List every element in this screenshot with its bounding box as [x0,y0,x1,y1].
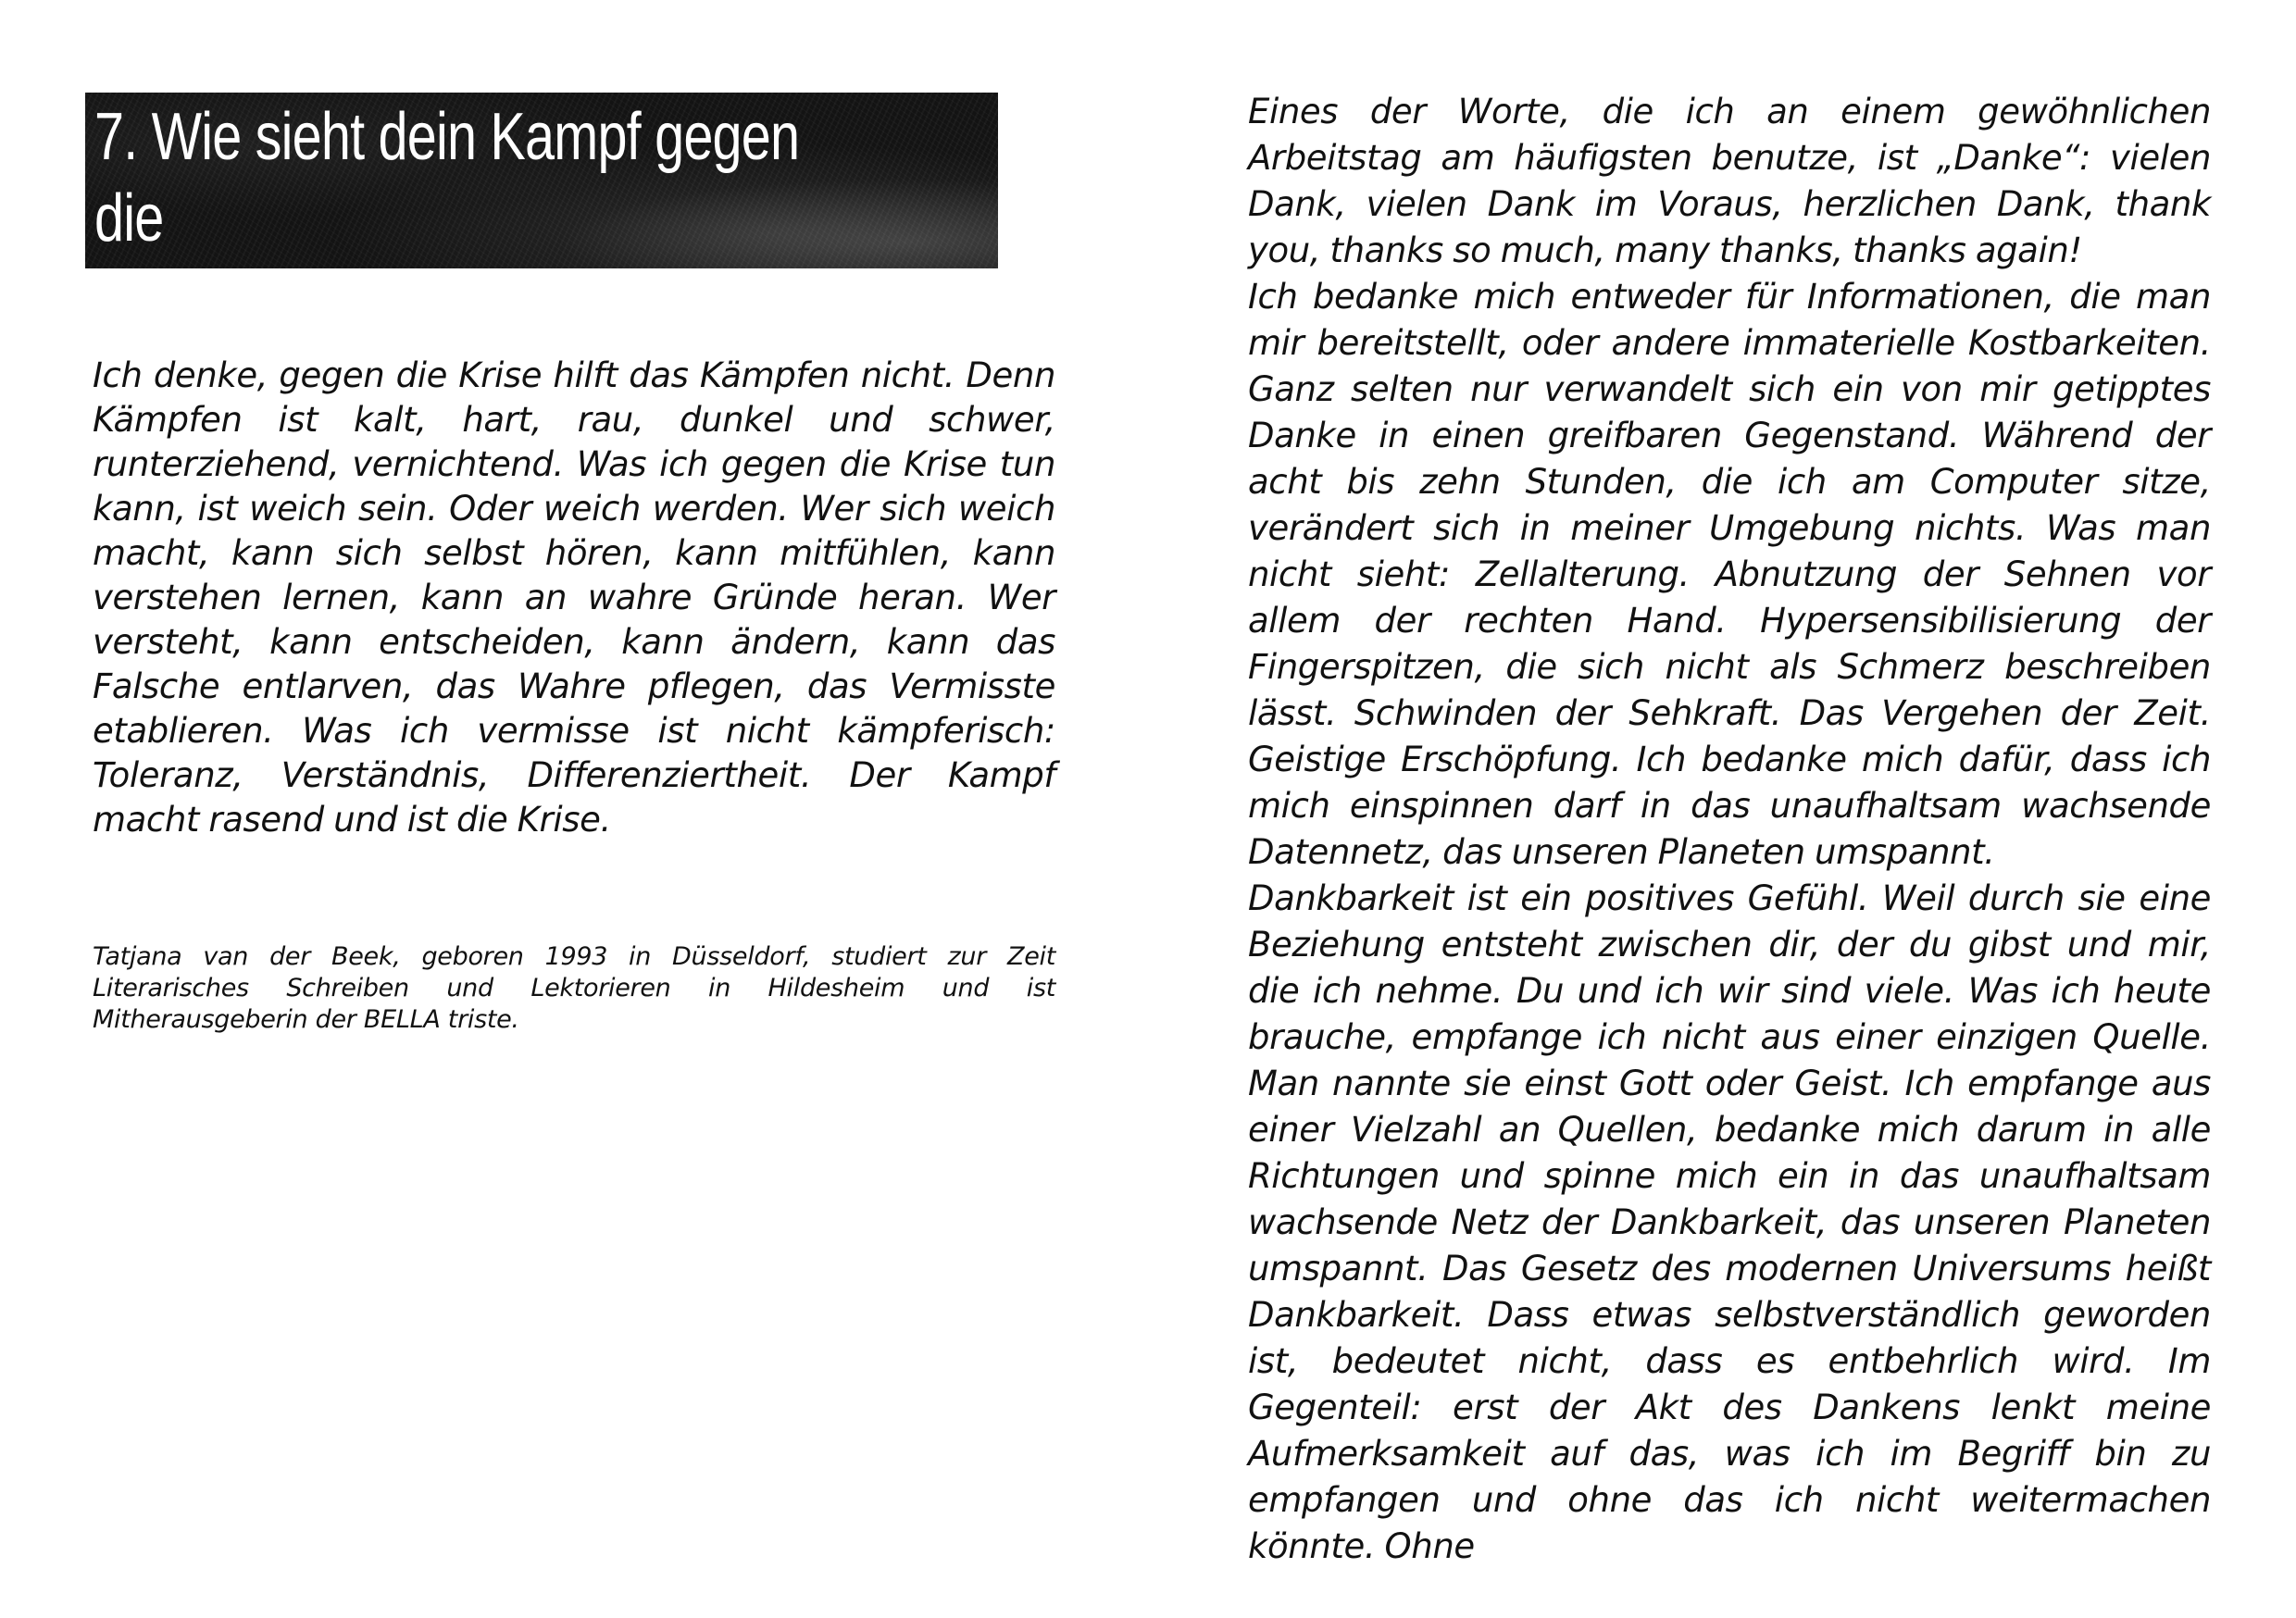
essay-paragraph-2: Ich bedanke mich entweder für Informationen, die man mir bereitstellt, oder andere immaterielle Kostbarkeiten. Ganz selten nur verwandelt sich ein von mir getipptes Danke in einen greifbaren Gegenstand. Während der acht bis zehn Stunden, die ich am Computer sitze, verändert sich in meiner Umgebung nichts. Was man nicht sieht: Zellalterung. Abnutzung der Sehnen vor allem der rechten Hand. Hypersensibilisierung der Fingerspitzen, die sich nicht als Schmerz beschreiben lässt. Schwinden der Sehkraft. Das Vergehen der Zeit. Geistige Erschöpfung. Ich bedanke mich dafür, dass ich mich einspinnen darf in das unaufhaltsam wachsende Datennetz, das unseren Planeten umspannt. [1248,277,2211,872]
heading-banner [85,93,998,337]
answer-text: Ich denke, gegen die Krise hilft das Kämpfen nicht. Denn Kämpfen ist kalt, hart, rau, dunkel und schwer, runterziehend, vernichtend. Was ich gegen die Krise tun kann, ist weich sein. Oder weich werden. Wer sich weich macht, kann sich selbst hören, kann mitfühlen, kann verstehen lernen, kann an wahre Gründe heran. Wer versteht, kann entscheiden, kann ändern, kann das Falsche entlarven, das Wahre pflegen, das Vermisste etablieren. Was ich vermisse ist nicht kämpferisch: Toleranz, Verständnis, Differenziertheit. Der Kampf macht rasend und ist die Krise. [93,355,1055,840]
essay-paragraph-1: Eines der Worte, die ich an einem gewöhnlichen Arbeitstag am häufigsten benutze, ist „Danke“: vielen Dank, vielen Dank im Voraus, herzlichen Dank, thank you, thanks so much, many thanks, thanks again! [1248,92,2211,270]
right-page [1148,0,2296,1618]
page-title: 7. Wie sieht dein Kampf gegen die Krise aus? [94,100,800,337]
essay-paragraph-3: Dankbarkeit ist ein positives Gefühl. Weil durch sie eine Beziehung entsteht zwischen dir, der du gibst und mir, die ich nehme. Du und ich wir sind viele. Was ich heute brauche, empfange ich nicht aus einer einzigen Quelle. Man nannte sie einst Gott oder Geist. Ich empfange aus einer Vielzahl an Quellen, bedanke mich darum in alle Richtungen und spinne mich ein in das unaufhaltsam wachsende Netz der Dankbarkeit, das unseren Planeten umspannt. Das Gesetz des modernen Universums heißt Dankbarkeit. Dass etwas selbstverständlich geworden ist, bedeutet nicht, dass es entbehrlich wird. Im Gegenteil: erst der Akt des Dankens lenkt meine Aufmerksamkeit auf das, was ich im Begriff bin zu empfangen und ohne das ich nicht weitermachen könnte. Ohne [1248,878,2211,1566]
essay-text [1248,89,2211,1570]
author-bio: Tatjana van der Beek, geboren 1993 in Düsseldorf, studiert zur Zeit Literarisches Schreiben und Lektorieren in Hildesheim und ist Mitherausgeberin der BELLA triste. [93,942,1055,1034]
